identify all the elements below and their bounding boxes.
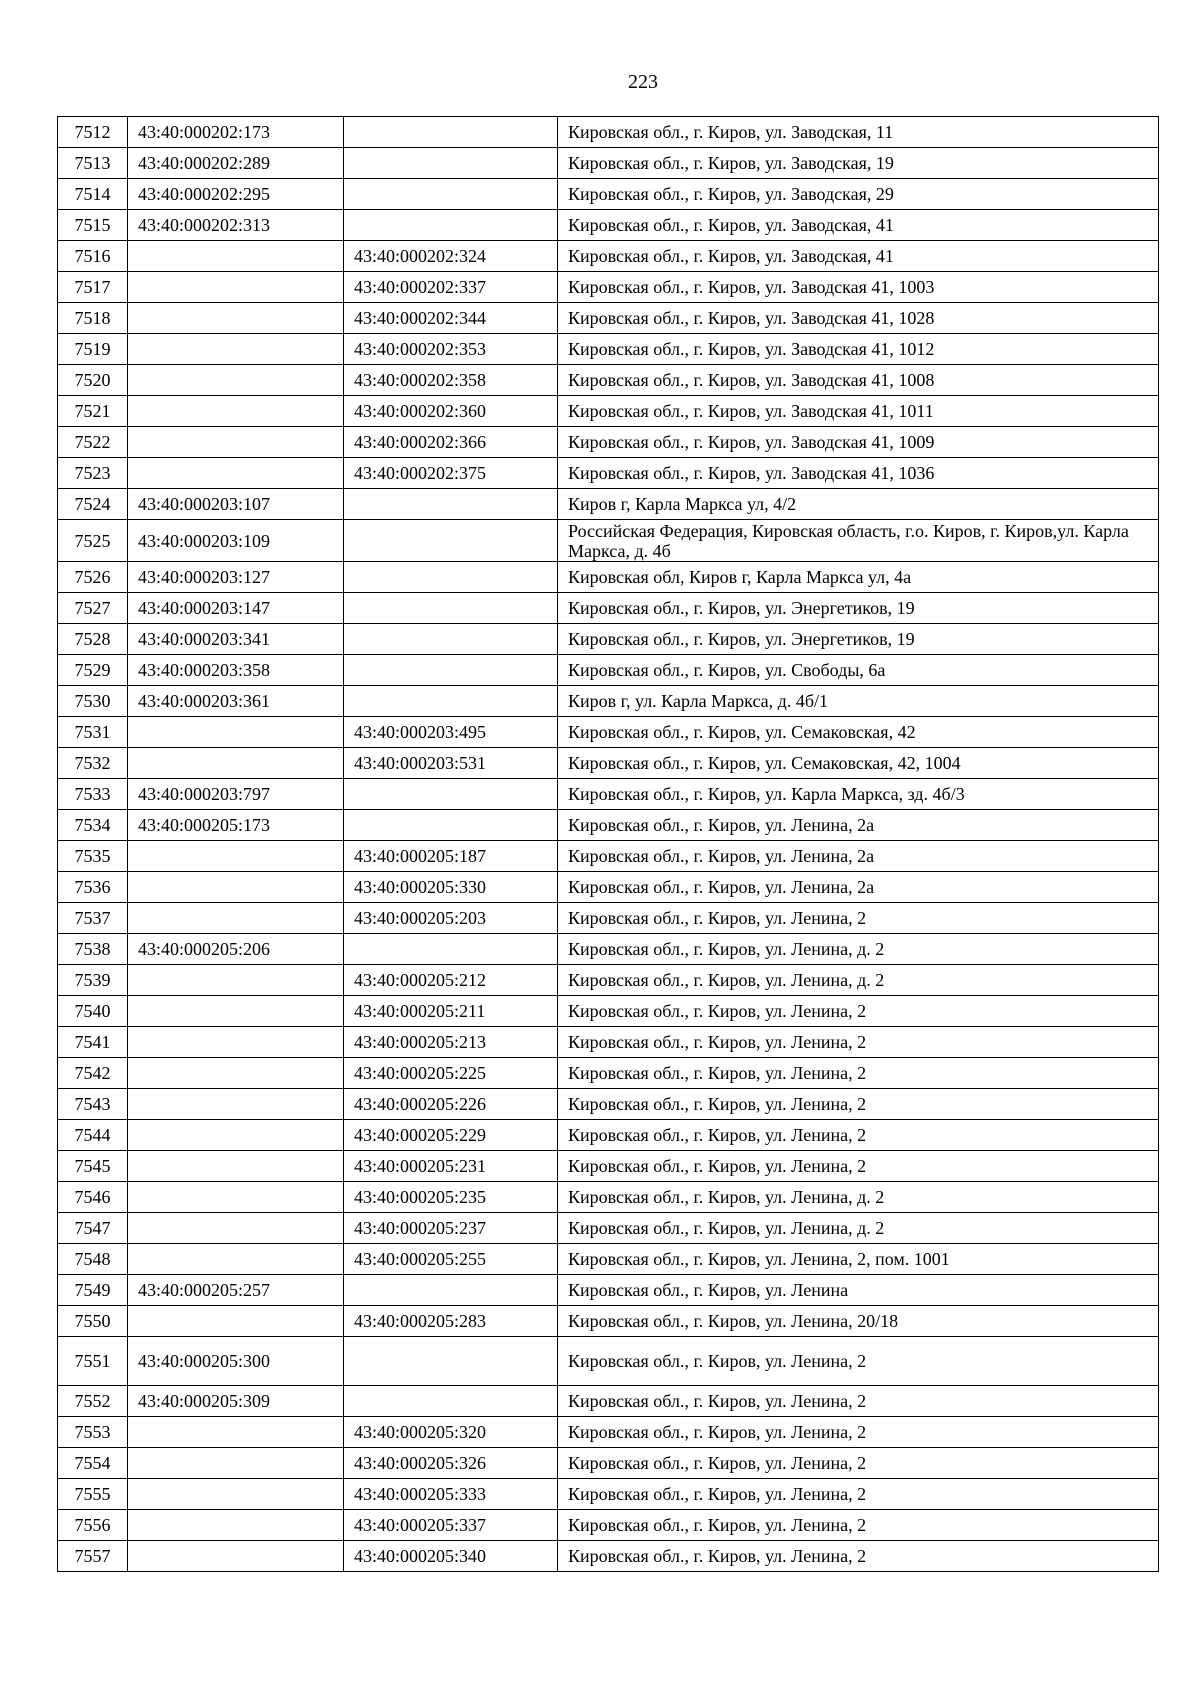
address-cell: Кировская обл., г. Киров, ул. Ленина, 2 — [558, 1479, 1159, 1510]
row-number-cell: 7550 — [58, 1306, 128, 1337]
object-cadastral-number-cell — [344, 779, 558, 810]
land-cadastral-number-cell — [128, 748, 344, 779]
object-cadastral-number-cell: 43:40:000203:495 — [344, 717, 558, 748]
row-number-cell: 7531 — [58, 717, 128, 748]
row-number-cell: 7525 — [58, 520, 128, 562]
table-row — [58, 117, 1159, 148]
registry-table — [57, 116, 1159, 1572]
table-row — [58, 1058, 1159, 1089]
address-cell: Кировская обл., г. Киров, ул. Заводская 41, 1008 — [558, 365, 1159, 396]
table-row — [58, 1275, 1159, 1306]
address-cell: Кировская обл., г. Киров, ул. Заводская 41, 1036 — [558, 458, 1159, 489]
row-number-cell: 7515 — [58, 210, 128, 241]
object-cadastral-number-cell: 43:40:000205:211 — [344, 996, 558, 1027]
table-row — [58, 717, 1159, 748]
object-cadastral-number-cell — [344, 489, 558, 520]
object-cadastral-number-cell: 43:40:000205:235 — [344, 1182, 558, 1213]
address-cell: Кировская обл., г. Киров, ул. Заводская 41, 1028 — [558, 303, 1159, 334]
land-cadastral-number-cell — [128, 1244, 344, 1275]
land-cadastral-number-cell — [128, 1417, 344, 1448]
land-cadastral-number-cell: 43:40:000202:173 — [128, 117, 344, 148]
object-cadastral-number-cell — [344, 117, 558, 148]
row-number-cell: 7512 — [58, 117, 128, 148]
land-cadastral-number-cell — [128, 365, 344, 396]
table-row — [58, 520, 1159, 562]
land-cadastral-number-cell: 43:40:000203:358 — [128, 655, 344, 686]
land-cadastral-number-cell — [128, 1058, 344, 1089]
table-row — [58, 179, 1159, 210]
land-cadastral-number-cell — [128, 1448, 344, 1479]
object-cadastral-number-cell: 43:40:000205:229 — [344, 1120, 558, 1151]
object-cadastral-number-cell: 43:40:000205:203 — [344, 903, 558, 934]
address-cell: Кировская обл., г. Киров, ул. Заводская 41, 1009 — [558, 427, 1159, 458]
land-cadastral-number-cell: 43:40:000205:257 — [128, 1275, 344, 1306]
land-cadastral-number-cell — [128, 396, 344, 427]
land-cadastral-number-cell — [128, 427, 344, 458]
table-row — [58, 396, 1159, 427]
address-cell: Кировская обл., г. Киров, ул. Ленина, 2а — [558, 872, 1159, 903]
object-cadastral-number-cell — [344, 593, 558, 624]
address-cell: Кировская обл., г. Киров, ул. Ленина, 2 — [558, 996, 1159, 1027]
object-cadastral-number-cell — [344, 210, 558, 241]
table-row — [58, 1541, 1159, 1572]
object-cadastral-number-cell: 43:40:000205:333 — [344, 1479, 558, 1510]
land-cadastral-number-cell — [128, 1027, 344, 1058]
address-cell: Кировская обл., г. Киров, ул. Заводская, 41 — [558, 241, 1159, 272]
table-row — [58, 1151, 1159, 1182]
address-cell: Кировская обл., г. Киров, ул. Ленина, 2 — [558, 1151, 1159, 1182]
address-cell: Кировская обл., г. Киров, ул. Ленина, 2 — [558, 1541, 1159, 1572]
object-cadastral-number-cell: 43:40:000202:337 — [344, 272, 558, 303]
row-number-cell: 7518 — [58, 303, 128, 334]
address-cell: Кировская обл., г. Киров, ул. Энергетиков, 19 — [558, 593, 1159, 624]
address-cell: Кировская обл., г. Киров, ул. Ленина — [558, 1275, 1159, 1306]
row-number-cell: 7514 — [58, 179, 128, 210]
table-row — [58, 624, 1159, 655]
object-cadastral-number-cell: 43:40:000205:320 — [344, 1417, 558, 1448]
table-row — [58, 1182, 1159, 1213]
row-number-cell: 7530 — [58, 686, 128, 717]
address-cell: Кировская обл., г. Киров, ул. Ленина, 2 — [558, 1386, 1159, 1417]
row-number-cell: 7543 — [58, 1089, 128, 1120]
table-row — [58, 1244, 1159, 1275]
land-cadastral-number-cell: 43:40:000203:147 — [128, 593, 344, 624]
table-row — [58, 841, 1159, 872]
object-cadastral-number-cell: 43:40:000205:340 — [344, 1541, 558, 1572]
address-cell: Кировская обл., г. Киров, ул. Заводская 41, 1003 — [558, 272, 1159, 303]
land-cadastral-number-cell: 43:40:000203:797 — [128, 779, 344, 810]
object-cadastral-number-cell: 43:40:000202:358 — [344, 365, 558, 396]
address-cell: Кировская обл., г. Киров, ул. Заводская 41, 1011 — [558, 396, 1159, 427]
land-cadastral-number-cell: 43:40:000202:313 — [128, 210, 344, 241]
table-row — [58, 458, 1159, 489]
row-number-cell: 7533 — [58, 779, 128, 810]
table-row — [58, 810, 1159, 841]
object-cadastral-number-cell: 43:40:000205:337 — [344, 1510, 558, 1541]
land-cadastral-number-cell — [128, 334, 344, 365]
land-cadastral-number-cell: 43:40:000203:109 — [128, 520, 344, 562]
table-row — [58, 1027, 1159, 1058]
row-number-cell: 7526 — [58, 562, 128, 593]
land-cadastral-number-cell — [128, 1120, 344, 1151]
table-row — [58, 1386, 1159, 1417]
address-cell: Кировская обл., г. Киров, ул. Ленина, 2 — [558, 1120, 1159, 1151]
page-number: 223 — [628, 71, 658, 93]
object-cadastral-number-cell — [344, 934, 558, 965]
object-cadastral-number-cell: 43:40:000205:255 — [344, 1244, 558, 1275]
address-cell: Кировская обл., г. Киров, ул. Семаковская, 42, 1004 — [558, 748, 1159, 779]
object-cadastral-number-cell: 43:40:000202:366 — [344, 427, 558, 458]
table-row — [58, 1213, 1159, 1244]
row-number-cell: 7554 — [58, 1448, 128, 1479]
row-number-cell: 7516 — [58, 241, 128, 272]
land-cadastral-number-cell — [128, 996, 344, 1027]
land-cadastral-number-cell — [128, 272, 344, 303]
table-row — [58, 365, 1159, 396]
row-number-cell: 7549 — [58, 1275, 128, 1306]
row-number-cell: 7521 — [58, 396, 128, 427]
row-number-cell: 7545 — [58, 1151, 128, 1182]
row-number-cell: 7551 — [58, 1337, 128, 1386]
object-cadastral-number-cell — [344, 624, 558, 655]
land-cadastral-number-cell: 43:40:000203:107 — [128, 489, 344, 520]
row-number-cell: 7540 — [58, 996, 128, 1027]
land-cadastral-number-cell — [128, 1151, 344, 1182]
object-cadastral-number-cell — [344, 1386, 558, 1417]
land-cadastral-number-cell — [128, 303, 344, 334]
address-cell: Российская Федерация, Кировская область, г.о. Киров, г. Киров,ул. Карла Маркса, д. 4б — [558, 520, 1159, 562]
land-cadastral-number-cell — [128, 1541, 344, 1572]
land-cadastral-number-cell — [128, 1089, 344, 1120]
row-number-cell: 7529 — [58, 655, 128, 686]
address-cell: Кировская обл., г. Киров, ул. Заводская, 41 — [558, 210, 1159, 241]
table-row — [58, 965, 1159, 996]
object-cadastral-number-cell — [344, 562, 558, 593]
land-cadastral-number-cell — [128, 241, 344, 272]
land-cadastral-number-cell: 43:40:000203:341 — [128, 624, 344, 655]
object-cadastral-number-cell — [344, 1275, 558, 1306]
table-row — [58, 1089, 1159, 1120]
row-number-cell: 7520 — [58, 365, 128, 396]
land-cadastral-number-cell — [128, 903, 344, 934]
table-row — [58, 210, 1159, 241]
land-cadastral-number-cell: 43:40:000202:295 — [128, 179, 344, 210]
object-cadastral-number-cell: 43:40:000205:225 — [344, 1058, 558, 1089]
row-number-cell: 7534 — [58, 810, 128, 841]
object-cadastral-number-cell: 43:40:000203:531 — [344, 748, 558, 779]
land-cadastral-number-cell: 43:40:000205:300 — [128, 1337, 344, 1386]
address-cell: Кировская обл., г. Киров, ул. Ленина, д. 2 — [558, 934, 1159, 965]
row-number-cell: 7542 — [58, 1058, 128, 1089]
object-cadastral-number-cell: 43:40:000202:344 — [344, 303, 558, 334]
address-cell: Кировская обл., г. Киров, ул. Ленина, 20/18 — [558, 1306, 1159, 1337]
address-cell: Кировская обл, Киров г, Карла Маркса ул, 4а — [558, 562, 1159, 593]
registry-table-body — [58, 117, 1159, 1572]
land-cadastral-number-cell — [128, 458, 344, 489]
address-cell: Кировская обл., г. Киров, ул. Энергетиков, 19 — [558, 624, 1159, 655]
table-row — [58, 655, 1159, 686]
table-row — [58, 686, 1159, 717]
address-cell: Кировская обл., г. Киров, ул. Свободы, 6а — [558, 655, 1159, 686]
table-row — [58, 593, 1159, 624]
row-number-cell: 7537 — [58, 903, 128, 934]
address-cell: Кировская обл., г. Киров, ул. Заводская 41, 1012 — [558, 334, 1159, 365]
object-cadastral-number-cell — [344, 655, 558, 686]
address-cell: Кировская обл., г. Киров, ул. Ленина, 2 — [558, 1448, 1159, 1479]
address-cell: Кировская обл., г. Киров, ул. Ленина, д. 2 — [558, 1182, 1159, 1213]
row-number-cell: 7557 — [58, 1541, 128, 1572]
object-cadastral-number-cell: 43:40:000202:324 — [344, 241, 558, 272]
row-number-cell: 7522 — [58, 427, 128, 458]
table-row — [58, 1510, 1159, 1541]
object-cadastral-number-cell — [344, 686, 558, 717]
row-number-cell: 7532 — [58, 748, 128, 779]
row-number-cell: 7541 — [58, 1027, 128, 1058]
table-row — [58, 272, 1159, 303]
object-cadastral-number-cell: 43:40:000205:237 — [344, 1213, 558, 1244]
land-cadastral-number-cell — [128, 841, 344, 872]
address-cell: Кировская обл., г. Киров, ул. Заводская, 29 — [558, 179, 1159, 210]
row-number-cell: 7553 — [58, 1417, 128, 1448]
object-cadastral-number-cell: 43:40:000202:353 — [344, 334, 558, 365]
row-number-cell: 7536 — [58, 872, 128, 903]
row-number-cell: 7523 — [58, 458, 128, 489]
row-number-cell: 7513 — [58, 148, 128, 179]
table-row — [58, 241, 1159, 272]
table-row — [58, 489, 1159, 520]
table-row — [58, 1306, 1159, 1337]
object-cadastral-number-cell — [344, 810, 558, 841]
land-cadastral-number-cell — [128, 1479, 344, 1510]
object-cadastral-number-cell — [344, 1337, 558, 1386]
address-cell: Кировская обл., г. Киров, ул. Ленина, д. 2 — [558, 1213, 1159, 1244]
address-cell: Кировская обл., г. Киров, ул. Ленина, 2а — [558, 841, 1159, 872]
address-cell: Кировская обл., г. Киров, ул. Ленина, 2, пом. 1001 — [558, 1244, 1159, 1275]
address-cell: Кировская обл., г. Киров, ул. Ленина, 2 — [558, 1058, 1159, 1089]
table-row — [58, 934, 1159, 965]
table-row — [58, 1120, 1159, 1151]
address-cell: Кировская обл., г. Киров, ул. Ленина, 2 — [558, 1417, 1159, 1448]
address-cell: Кировская обл., г. Киров, ул. Ленина, 2 — [558, 1510, 1159, 1541]
object-cadastral-number-cell: 43:40:000202:360 — [344, 396, 558, 427]
land-cadastral-number-cell — [128, 872, 344, 903]
table-row — [58, 903, 1159, 934]
address-cell: Кировская обл., г. Киров, ул. Ленина, 2 — [558, 1027, 1159, 1058]
land-cadastral-number-cell: 43:40:000205:206 — [128, 934, 344, 965]
row-number-cell: 7517 — [58, 272, 128, 303]
address-cell: Киров г, Карла Маркса ул, 4/2 — [558, 489, 1159, 520]
object-cadastral-number-cell — [344, 148, 558, 179]
object-cadastral-number-cell: 43:40:000205:212 — [344, 965, 558, 996]
row-number-cell: 7552 — [58, 1386, 128, 1417]
row-number-cell: 7546 — [58, 1182, 128, 1213]
table-row — [58, 1479, 1159, 1510]
table-row — [58, 779, 1159, 810]
address-cell: Кировская обл., г. Киров, ул. Ленина, 2 — [558, 1089, 1159, 1120]
object-cadastral-number-cell — [344, 520, 558, 562]
object-cadastral-number-cell — [344, 179, 558, 210]
land-cadastral-number-cell: 43:40:000205:309 — [128, 1386, 344, 1417]
table-row — [58, 872, 1159, 903]
object-cadastral-number-cell: 43:40:000205:326 — [344, 1448, 558, 1479]
table-row — [58, 996, 1159, 1027]
table-row — [58, 562, 1159, 593]
row-number-cell: 7538 — [58, 934, 128, 965]
table-row — [58, 303, 1159, 334]
row-number-cell: 7527 — [58, 593, 128, 624]
address-cell: Кировская обл., г. Киров, ул. Ленина, д. 2 — [558, 965, 1159, 996]
land-cadastral-number-cell: 43:40:000203:361 — [128, 686, 344, 717]
table-row — [58, 748, 1159, 779]
object-cadastral-number-cell: 43:40:000202:375 — [344, 458, 558, 489]
address-cell: Кировская обл., г. Киров, ул. Ленина, 2 — [558, 903, 1159, 934]
row-number-cell: 7556 — [58, 1510, 128, 1541]
address-cell: Киров г, ул. Карла Маркса, д. 4б/1 — [558, 686, 1159, 717]
row-number-cell: 7524 — [58, 489, 128, 520]
table-row — [58, 148, 1159, 179]
table-row — [58, 1448, 1159, 1479]
object-cadastral-number-cell: 43:40:000205:283 — [344, 1306, 558, 1337]
table-row — [58, 1417, 1159, 1448]
table-row — [58, 334, 1159, 365]
object-cadastral-number-cell: 43:40:000205:226 — [344, 1089, 558, 1120]
address-cell: Кировская обл., г. Киров, ул. Ленина, 2а — [558, 810, 1159, 841]
land-cadastral-number-cell — [128, 1182, 344, 1213]
address-cell: Кировская обл., г. Киров, ул. Заводская, 11 — [558, 117, 1159, 148]
row-number-cell: 7519 — [58, 334, 128, 365]
object-cadastral-number-cell: 43:40:000205:330 — [344, 872, 558, 903]
land-cadastral-number-cell — [128, 965, 344, 996]
row-number-cell: 7548 — [58, 1244, 128, 1275]
land-cadastral-number-cell: 43:40:000202:289 — [128, 148, 344, 179]
table-row — [58, 427, 1159, 458]
row-number-cell: 7535 — [58, 841, 128, 872]
address-cell: Кировская обл., г. Киров, ул. Карла Маркса, зд. 4б/3 — [558, 779, 1159, 810]
object-cadastral-number-cell: 43:40:000205:213 — [344, 1027, 558, 1058]
object-cadastral-number-cell: 43:40:000205:231 — [344, 1151, 558, 1182]
address-cell: Кировская обл., г. Киров, ул. Заводская, 19 — [558, 148, 1159, 179]
land-cadastral-number-cell — [128, 1306, 344, 1337]
row-number-cell: 7544 — [58, 1120, 128, 1151]
land-cadastral-number-cell — [128, 717, 344, 748]
land-cadastral-number-cell — [128, 1213, 344, 1244]
land-cadastral-number-cell: 43:40:000203:127 — [128, 562, 344, 593]
row-number-cell: 7539 — [58, 965, 128, 996]
address-cell: Кировская обл., г. Киров, ул. Семаковская, 42 — [558, 717, 1159, 748]
row-number-cell: 7555 — [58, 1479, 128, 1510]
row-number-cell: 7547 — [58, 1213, 128, 1244]
table-row — [58, 1337, 1159, 1386]
land-cadastral-number-cell — [128, 1510, 344, 1541]
land-cadastral-number-cell: 43:40:000205:173 — [128, 810, 344, 841]
row-number-cell: 7528 — [58, 624, 128, 655]
object-cadastral-number-cell: 43:40:000205:187 — [344, 841, 558, 872]
address-cell: Кировская обл., г. Киров, ул. Ленина, 2 — [558, 1337, 1159, 1386]
